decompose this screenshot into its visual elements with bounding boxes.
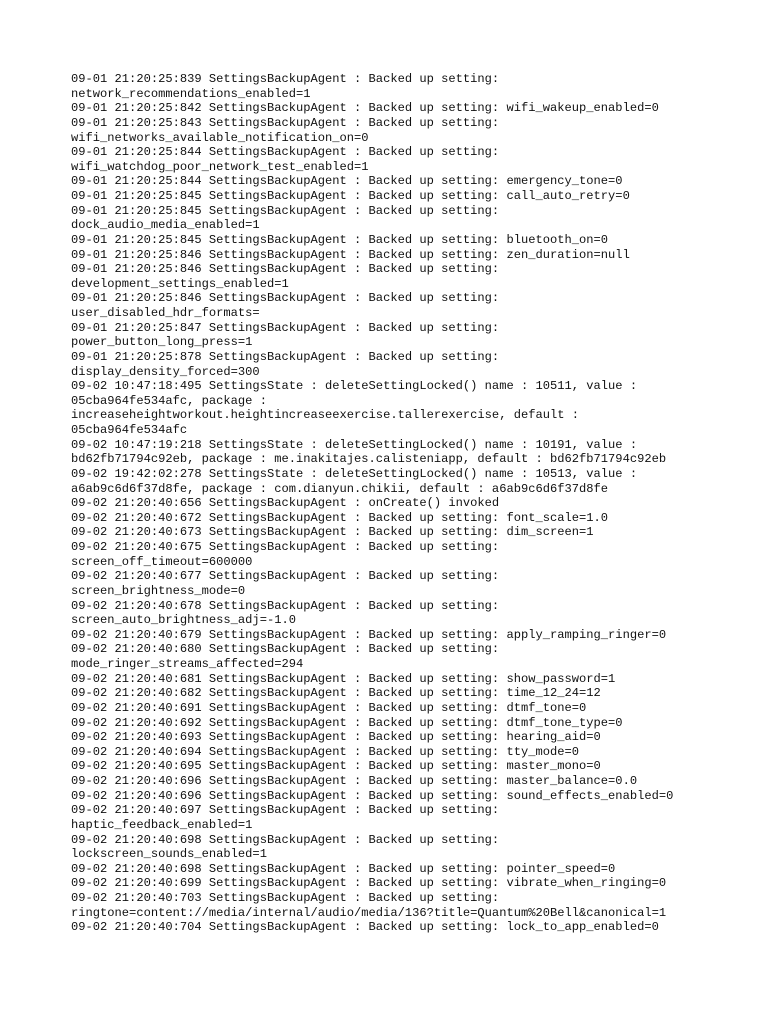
- log-line: increaseheightworkout.heightincreaseexercise.tallerexercise, default :: [71, 408, 580, 423]
- log-line: 09-01 21:20:25:844 SettingsBackupAgent : Backed up setting:: [71, 145, 500, 160]
- log-line: 09-01 21:20:25:846 SettingsBackupAgent : Backed up setting: zen_duration=null: [71, 247, 630, 262]
- log-line: display_density_forced=300: [71, 364, 260, 379]
- log-line: 09-01 21:20:25:846 SettingsBackupAgent : Backed up setting:: [71, 291, 500, 306]
- log-line: 09-02 21:20:40:692 SettingsBackupAgent : Backed up setting: dtmf_tone_type=0: [71, 715, 623, 730]
- log-line: 09-02 21:20:40:704 SettingsBackupAgent : Backed up setting: lock_to_app_enabled=0: [71, 920, 659, 935]
- log-line: development_settings_enabled=1: [71, 276, 289, 291]
- log-line: 09-02 21:20:40:672 SettingsBackupAgent : Backed up setting: font_scale=1.0: [71, 510, 609, 525]
- log-line: 09-02 21:20:40:679 SettingsBackupAgent : Backed up setting: apply_ramping_ringer=0: [71, 627, 667, 642]
- log-line: ringtone=content://media/internal/audio/media/136?title=Quantum%20Bell&canonical=1: [71, 905, 667, 920]
- log-line: 09-01 21:20:25:839 SettingsBackupAgent : Backed up setting:: [71, 72, 500, 86]
- log-line: 09-02 21:20:40:656 SettingsBackupAgent : onCreate() invoked: [71, 496, 500, 511]
- log-line: 09-02 21:20:40:698 SettingsBackupAgent : Backed up setting: pointer_speed=0: [71, 861, 616, 876]
- log-line: bd62fb71794c92eb, package : me.inakitajes.calisteniapp, default : bd62fb71794c92eb: [71, 452, 667, 467]
- log-line: 09-02 21:20:40:677 SettingsBackupAgent : Backed up setting:: [71, 569, 500, 584]
- log-line: 09-02 21:20:40:694 SettingsBackupAgent : Backed up setting: tty_mode=0: [71, 744, 580, 759]
- log-line: 09-01 21:20:25:845 SettingsBackupAgent : Backed up setting:: [71, 203, 500, 218]
- log-line: 05cba964fe534afc, package :: [71, 393, 267, 408]
- log-text-block: [71, 72, 731, 935]
- log-line: a6ab9c6d6f37d8fe, package : com.dianyun.chikii, default : a6ab9c6d6f37d8fe: [71, 481, 609, 496]
- log-line: user_disabled_hdr_formats=: [71, 306, 260, 320]
- log-line: screen_brightness_mode=0: [71, 583, 246, 598]
- log-line: 09-02 21:20:40:675 SettingsBackupAgent : Backed up setting:: [71, 540, 500, 554]
- log-line: screen_off_timeout=600000: [71, 554, 253, 569]
- log-line: 09-02 21:20:40:696 SettingsBackupAgent : Backed up setting: master_balance=0.0: [71, 774, 638, 788]
- log-line: 09-02 21:20:40:699 SettingsBackupAgent : Backed up setting: vibrate_when_ringing=0: [71, 876, 667, 891]
- log-line: 09-02 21:20:40:691 SettingsBackupAgent : Backed up setting: dtmf_tone=0: [71, 700, 587, 715]
- log-line: 09-01 21:20:25:842 SettingsBackupAgent : Backed up setting: wifi_wakeup_enabled=0: [71, 101, 659, 116]
- log-line: 09-02 21:20:40:697 SettingsBackupAgent : Backed up setting:: [71, 803, 500, 818]
- log-line: 09-02 21:20:40:695 SettingsBackupAgent : Backed up setting: master_mono=0: [71, 759, 601, 774]
- log-line: lockscreen_sounds_enabled=1: [71, 847, 267, 862]
- log-line: 09-02 21:20:40:696 SettingsBackupAgent : Backed up setting: sound_effects_enabled=0: [71, 788, 674, 803]
- log-line: haptic_feedback_enabled=1: [71, 817, 253, 832]
- log-line: 09-02 21:20:40:678 SettingsBackupAgent : Backed up setting:: [71, 598, 500, 613]
- log-line: 09-01 21:20:25:847 SettingsBackupAgent : Backed up setting:: [71, 320, 500, 335]
- log-line: 09-01 21:20:25:843 SettingsBackupAgent : Backed up setting:: [71, 115, 500, 130]
- log-line: 09-02 10:47:18:495 SettingsState : deleteSettingLocked() name : 10511, value :: [71, 379, 638, 394]
- log-line: 09-01 21:20:25:845 SettingsBackupAgent : Backed up setting: bluetooth_on=0: [71, 232, 609, 247]
- log-line: 09-02 10:47:19:218 SettingsState : deleteSettingLocked() name : 10191, value :: [71, 437, 638, 452]
- log-line: 09-02 21:20:40:693 SettingsBackupAgent : Backed up setting: hearing_aid=0: [71, 730, 601, 745]
- log-line: screen_auto_brightness_adj=-1.0: [71, 613, 296, 628]
- log-line: wifi_watchdog_poor_network_test_enabled=1: [71, 159, 369, 174]
- log-line: 09-02 21:20:40:682 SettingsBackupAgent : Backed up setting: time_12_24=12: [71, 686, 601, 701]
- log-line: 09-02 21:20:40:698 SettingsBackupAgent : Backed up setting:: [71, 832, 500, 847]
- log-line: 09-02 19:42:02:278 SettingsState : deleteSettingLocked() name : 10513, value :: [71, 466, 638, 481]
- log-line: 09-02 21:20:40:703 SettingsBackupAgent : Backed up setting:: [71, 891, 500, 905]
- log-line: network_recommendations_enabled=1: [71, 86, 311, 101]
- log-line: mode_ringer_streams_affected=294: [71, 657, 304, 671]
- log-line: 09-01 21:20:25:878 SettingsBackupAgent : Backed up setting:: [71, 349, 500, 364]
- log-line: 09-01 21:20:25:846 SettingsBackupAgent : Backed up setting:: [71, 262, 500, 277]
- log-line: 09-01 21:20:25:845 SettingsBackupAgent : Backed up setting: call_auto_retry=0: [71, 189, 630, 203]
- log-line: power_button_long_press=1: [71, 335, 253, 350]
- log-line: 09-01 21:20:25:844 SettingsBackupAgent : Backed up setting: emergency_tone=0: [71, 174, 623, 189]
- log-line: dock_audio_media_enabled=1: [71, 218, 260, 233]
- log-line: 09-02 21:20:40:673 SettingsBackupAgent : Backed up setting: dim_screen=1: [71, 525, 594, 540]
- log-line: 05cba964fe534afc: [71, 423, 188, 437]
- log-line: 09-02 21:20:40:680 SettingsBackupAgent : Backed up setting:: [71, 642, 500, 657]
- log-line: wifi_networks_available_notification_on=0: [71, 130, 369, 145]
- log-line: 09-02 21:20:40:681 SettingsBackupAgent : Backed up setting: show_password=1: [71, 671, 616, 686]
